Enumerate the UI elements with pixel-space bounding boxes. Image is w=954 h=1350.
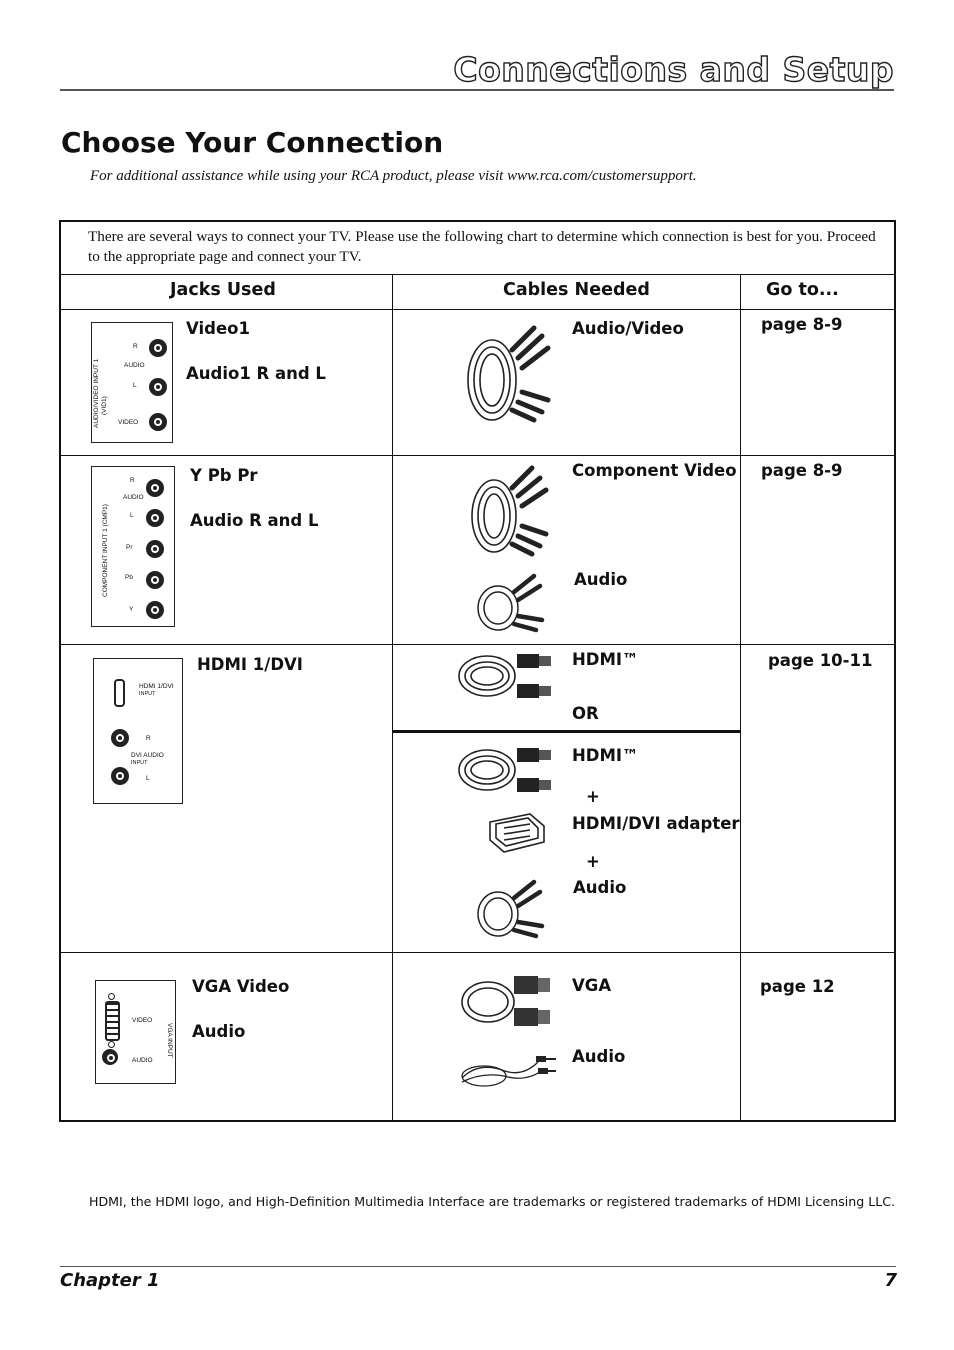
jack-label-audio: AUDIO: [123, 494, 144, 501]
table-divider: [392, 274, 393, 1120]
jack-label-l: L: [130, 512, 134, 519]
hdmi-cable-icon: [455, 650, 555, 702]
footer-divider: [60, 1266, 896, 1267]
audio-l-jack: [149, 378, 167, 396]
jack-label-l: L: [146, 775, 150, 782]
table-divider: [393, 730, 740, 733]
av-input-panel: [91, 322, 173, 443]
screw-icon: [108, 993, 115, 1000]
goto-page[interactable]: page 8-9: [761, 315, 843, 334]
hdmi-label: HDMI 1/DVI: [139, 683, 174, 690]
cable-label: HDMI/DVI adapter: [572, 814, 740, 833]
hdmi-dvi-adapter-icon: [486, 808, 548, 858]
jack-label: VGA Video: [192, 977, 290, 996]
y-jack: [146, 601, 164, 619]
cable-label: VGA: [572, 976, 612, 995]
component-cable-icon: [468, 462, 558, 562]
panel-title: VGA INPUT: [166, 1023, 173, 1058]
subtitle: For additional assistance while using your RCA product, please visit www.rca.com/customersupport.: [90, 168, 697, 184]
hdmi-input-label: INPUT: [139, 691, 156, 697]
jack-label-video: VIDEO: [118, 419, 139, 426]
header-divider: [60, 89, 894, 91]
chapter-label: Chapter 1: [60, 1270, 160, 1291]
jack-label: Video1: [186, 319, 250, 338]
section-title: Connections and Setup: [453, 50, 894, 89]
table-divider: [60, 309, 895, 310]
dvi-input-label: INPUT: [131, 760, 148, 766]
cable-label: Audio: [573, 878, 627, 897]
vga-audio-jack: [102, 1049, 118, 1065]
cable-label: Component Video: [572, 461, 737, 480]
or-label: OR: [572, 704, 599, 723]
hdmi-cable-icon: [455, 744, 555, 796]
audio-cable-icon: [474, 878, 554, 944]
column-header-goto: Go to...: [766, 280, 839, 300]
cable-label: Audio: [574, 570, 628, 589]
table-divider: [740, 274, 741, 1120]
table-divider: [60, 952, 895, 953]
jack-label-y: Y: [129, 606, 134, 613]
pr-jack: [146, 540, 164, 558]
panel-subtitle: (VID1): [101, 396, 108, 415]
page-title: Choose Your Connection: [61, 126, 444, 159]
panel-title: AUDIO/VIDEO INPUT 1: [93, 358, 100, 428]
audio-r-jack: [149, 339, 167, 357]
hdmi-port-icon: [114, 679, 125, 707]
audio-mini-cable-icon: [458, 1048, 558, 1090]
cable-label: Audio: [572, 1047, 626, 1066]
table-divider: [60, 644, 895, 645]
page-number: 7: [884, 1270, 897, 1291]
audio-r-jack: [146, 479, 164, 497]
cable-label: HDMI™: [572, 650, 639, 669]
jack-label: Audio R and L: [190, 511, 319, 530]
vga-audio-label: AUDIO: [132, 1057, 153, 1064]
audio-cable-icon: [474, 572, 554, 638]
trademark-footnote: HDMI, the HDMI logo, and High-Definition Multimedia Interface are trademarks or registered trademarks of HDMI Licensing LLC.: [89, 1194, 896, 1209]
cable-label: HDMI™: [572, 746, 639, 765]
table-divider: [60, 455, 895, 456]
column-header-cables: Cables Needed: [503, 280, 650, 300]
table-divider: [60, 274, 895, 275]
jack-label: Audio: [192, 1022, 246, 1041]
plus-label: +: [586, 852, 600, 871]
screw-icon: [108, 1041, 115, 1048]
vga-input-panel: [95, 980, 176, 1084]
goto-page[interactable]: page 12: [760, 977, 835, 996]
jack-label-r: R: [146, 735, 151, 742]
hdmi-input-panel: [93, 658, 183, 804]
jack-label-audio: AUDIO: [124, 362, 145, 369]
component-input-panel: [91, 466, 175, 627]
panel-title: COMPONENT INPUT 1 (CMP1): [102, 504, 109, 597]
jack-label-pr: Pr: [126, 544, 133, 551]
video-jack: [149, 413, 167, 431]
vga-port-icon: [105, 1001, 120, 1041]
dvi-audio-label: DVI AUDIO: [131, 752, 164, 759]
goto-page[interactable]: page 10-11: [768, 651, 873, 670]
jack-label: Y Pb Pr: [190, 466, 258, 485]
jack-label-l: L: [133, 382, 137, 389]
dvi-audio-r-jack: [111, 729, 129, 747]
jack-label-pb: Pb: [125, 574, 133, 581]
pb-jack: [146, 571, 164, 589]
av-cable-icon: [462, 320, 562, 428]
jack-label: HDMI 1/DVI: [197, 655, 303, 674]
goto-page[interactable]: page 8-9: [761, 461, 843, 480]
column-header-jacks: Jacks Used: [170, 280, 276, 300]
audio-l-jack: [146, 509, 164, 527]
jack-label-r: R: [130, 477, 135, 484]
cable-label: Audio/Video: [572, 319, 684, 338]
plus-label: +: [586, 787, 600, 806]
vga-video-label: VIDEO: [132, 1017, 153, 1024]
jack-label-r: R: [133, 343, 138, 350]
dvi-audio-l-jack: [111, 767, 129, 785]
jack-label: Audio1 R and L: [186, 364, 326, 383]
vga-cable-icon: [458, 972, 554, 1030]
table-intro: There are several ways to connect your TV. Please use the following chart to determine which connection is best for you. Proceed to the appropriate page and connect your TV.: [88, 228, 876, 265]
